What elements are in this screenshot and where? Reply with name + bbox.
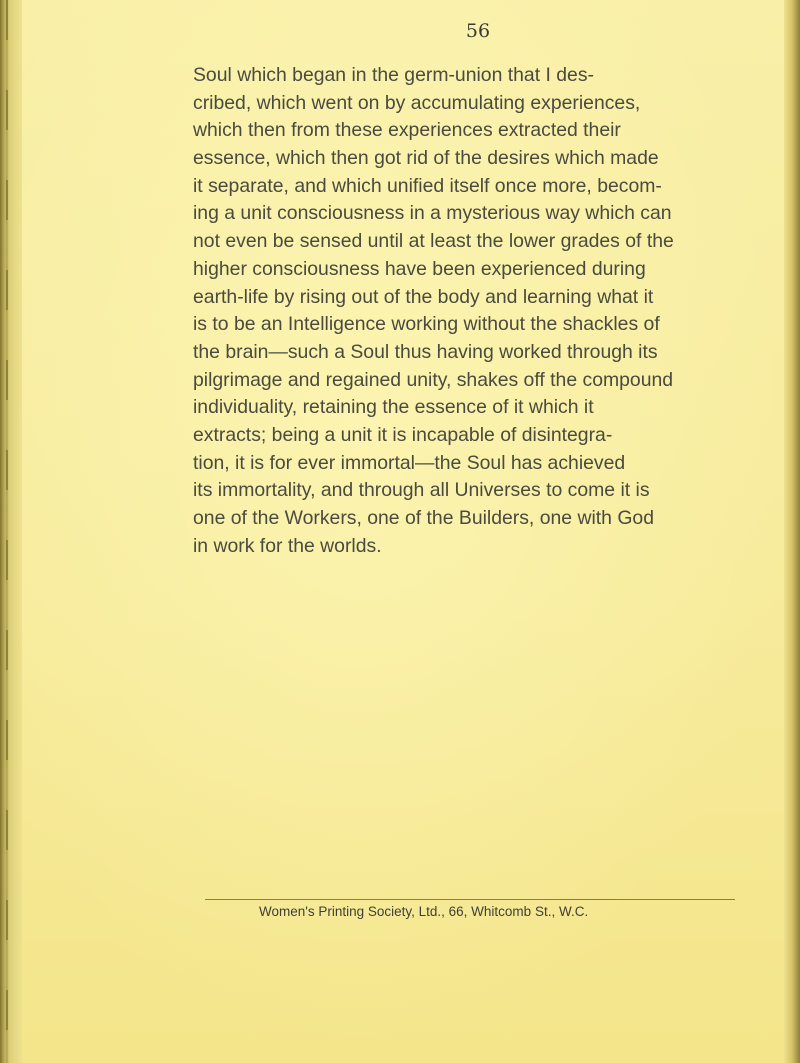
text-line: tion, it is for ever immortal—the Soul has achieved [193,451,626,474]
text-line: earth-life by rising out of the body and learning what it [193,285,654,308]
text-line: its immortality, and through all Universes to come it is [193,479,650,502]
text-line: it separate, and which unified itself once more, becom- [193,174,662,197]
page-number: 56 [465,20,491,42]
text-line: in work for the worlds. [193,534,382,557]
text-line: cribed, which went on by accumulating experiences, [193,91,641,114]
printer-imprint: Women's Printing Society, Ltd., 66, Whitcomb St., W.C. [259,904,589,919]
text-line: is to be an Intelligence working without the shackles of [193,313,660,336]
text-line: the brain—such a Soul thus having worked through its [193,340,658,363]
text-line: pilgrimage and regained unity, shakes off the compound [193,368,674,391]
text-line: higher consciousness have been experienced during [193,257,646,280]
text-line: ing a unit consciousness in a mysterious way which can [193,202,672,225]
footer-rule [205,899,735,900]
text-line: one of the Workers, one of the Builders, one with God [193,507,654,529]
page-binding-edge [0,0,22,1063]
text-line: which then from these experiences extracted their [193,119,621,142]
text-line: not even be sensed until at least the lower grades of the [193,230,674,253]
text-line: Soul which began in the germ-union that I des- [193,64,594,86]
page-right-edge [784,0,800,1063]
text-line: individuality, retaining the essence of it which it [193,396,594,419]
text-line: extracts; being a unit it is incapable of disintegra- [193,423,613,446]
text-line: essence, which then got rid of the desires which made [193,147,659,170]
body-paragraph [193,62,741,560]
